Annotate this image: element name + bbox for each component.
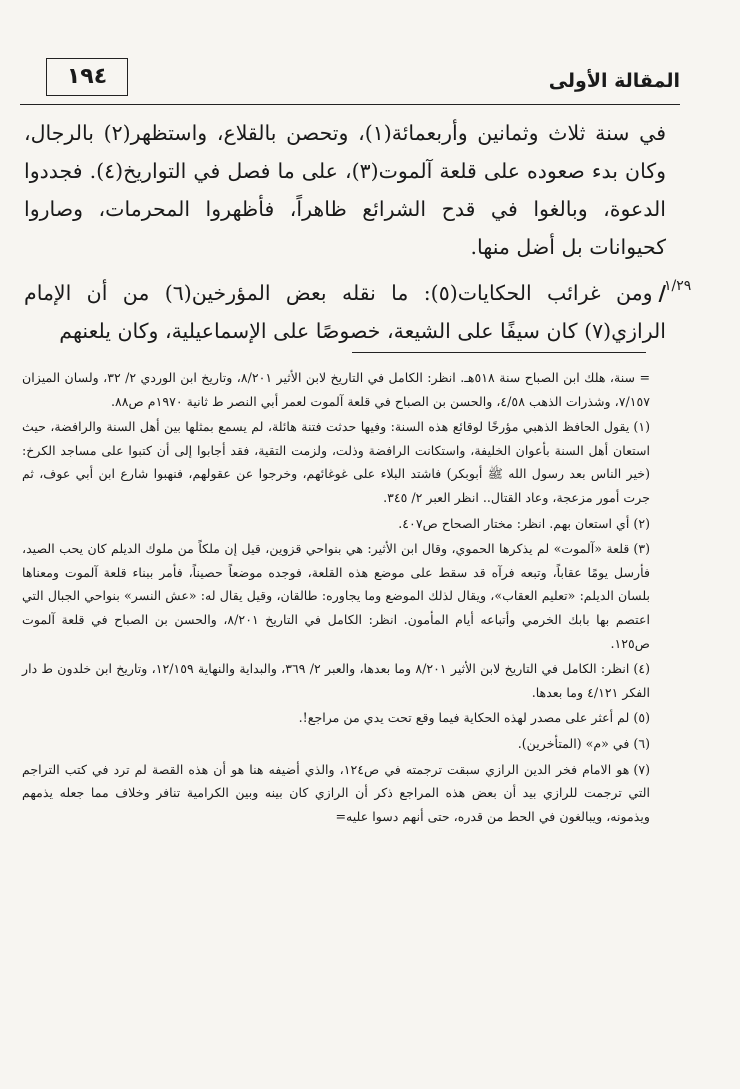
footnote-text: هو الامام فخر الدين الرازي سبقت ترجمته في ص١٢٤، والذي أضيفه هنا هو أن هذه القصة لم ترد في كتب التراجم التي ترجمت للرازي بيد أن بعض هذه المراجع ذكر أن الرازي كان بينه وبين الكرامية تنافر وخلاف مما جعله يذمهم ويذمونه، ويبالغون في الحط من قدره، حتى أنهم دسوا عليه=	[22, 761, 650, 824]
footnote-divider	[352, 352, 646, 353]
page-number: ١٩٤	[46, 58, 128, 96]
main-paragraph-2	[24, 274, 666, 350]
footnote-7	[22, 758, 650, 829]
footnote-number: (٢)	[633, 515, 650, 531]
main-paragraph-2-text: ومن غرائب الحكايات(٥): ما نقله بعض المؤرخين(٦) من أن الإمام الرازي(٧) كان سيفًا على الشيعة، خصوصًا على الإسماعيلية، وكان يلعنهم	[24, 281, 666, 343]
margin-reference: ١/٢٩	[664, 278, 692, 294]
footnote-text: قلعة «آلموت» لم يذكرها الحموي، وقال ابن الأثير: هي بنواحي قزوين، قيل إن ملكاً من ملوك الديلم كان يحب الصيد، فأرسل يومًا عقاباً، وتبعه فرآه قد سقط على موضع هذه القلعة، فوجده موضعاً حصيناً، فأمر ببناء قلعة آلموت ومعناها بلسان الديلم: «تعليم العقاب»، ويقال لذلك الموضع وما يجاوره: طالقان، وقيل يقال له: «عش النسر» بنواحي الجبال التي اعتصم بها بابك الخرمي وأتباعه أيام المأمون. انظر: الكامل في التاريخ ٨/٢٠١، والحسن بن الصباح في قلعة آلموت ص١٢٥.	[22, 541, 650, 651]
footnote-text: انظر: الكامل في التاريخ لابن الأثير ٨/٢٠١ وما بعدها، والعبر ٢/ ٣٦٩، والبداية والنهاية ١٢/١٥٩، وتاريخ ابن خلدون ط دار الفكر ٤/١٢١ وما بعدها.	[22, 661, 650, 700]
footnote-text: يقول الحافظ الذهبي مؤرخًا لوقائع هذه السنة: وفيها حدثت فتنة هائلة، لم يسمع بمثلها بين أهل السنة والرافضة، حيث استعان أهل السنة بأعوان الخليفة، واستكانت الرافضة وذلت، ولزمت التقية، فقد أجابوا إلى أن كتبوا على مساجد الكرخ: (خير الناس بعد رسول الله ﷺ أبوبكر) فاشتد البلاء على غوغائهم، وخرجوا عن عقولهم، فنهبوا شارع ابن أبي عوف، ثم جرت أمور مزعجة، وعاد القتال.. انظر العبر ٢/ ٣٤٥.	[22, 419, 650, 505]
footnote-5	[22, 706, 650, 730]
page-header	[20, 58, 680, 105]
footnote-number: (٦)	[633, 735, 650, 751]
footnote-number: (٤)	[633, 661, 651, 677]
footnote-text: لم أعثر على مصدر لهذه الحكاية فيما وقع تحت يدي من مراجع!.	[298, 710, 630, 726]
footnote-text: أي استعان بهم. انظر: مختار الصحاح ص٤٠٧.	[398, 515, 630, 531]
footnote-3	[22, 537, 650, 655]
footnote-number: (٥)	[633, 710, 650, 726]
footnote-text: = سنة، هلك ابن الصباح سنة ٥١٨هـ. انظر: الكامل في التاريخ لابن الأثير ٨/٢٠١، وتاريخ ابن الوردي ٢/ ٣٢، ولسان الميزان ٧/١٥٧، وشذرات الذهب ٤/٥٨، والحسن بن الصباح في قلعة آلموت لعمر أبي النصر ط ثانية ١٩٧٠م ص٨٨.	[22, 370, 650, 409]
footnote-6	[22, 732, 650, 756]
footnote-number: (٧)	[633, 761, 651, 777]
running-head: المقالة الأولى	[548, 70, 680, 92]
footnote-number: (٣)	[633, 541, 650, 557]
footnote-text: في «م» (المتأخرين).	[517, 735, 630, 751]
page-break-marker: /	[658, 281, 666, 305]
footnotes	[22, 366, 650, 830]
footnote-4	[22, 657, 650, 704]
main-paragraph-1: في سنة ثلاث وثمانين وأربعمائة(١)، وتحصن بالقلاع، واستظهر(٢) بالرجال، وكان بدء صعوده على قلعة آلموت(٣)، على ما فصل في التواريخ(٤). فجددوا الدعوة، وبالغوا في قدح الشرائع ظاهراً، فأظهروا المحرمات، وصاروا كحيوانات بل أضل منها.	[24, 121, 666, 259]
main-text	[24, 114, 666, 350]
footnote-2	[22, 512, 650, 536]
footnote-1	[22, 415, 650, 509]
footnote-number: (١)	[633, 419, 650, 435]
footnote-continuation	[22, 366, 650, 413]
